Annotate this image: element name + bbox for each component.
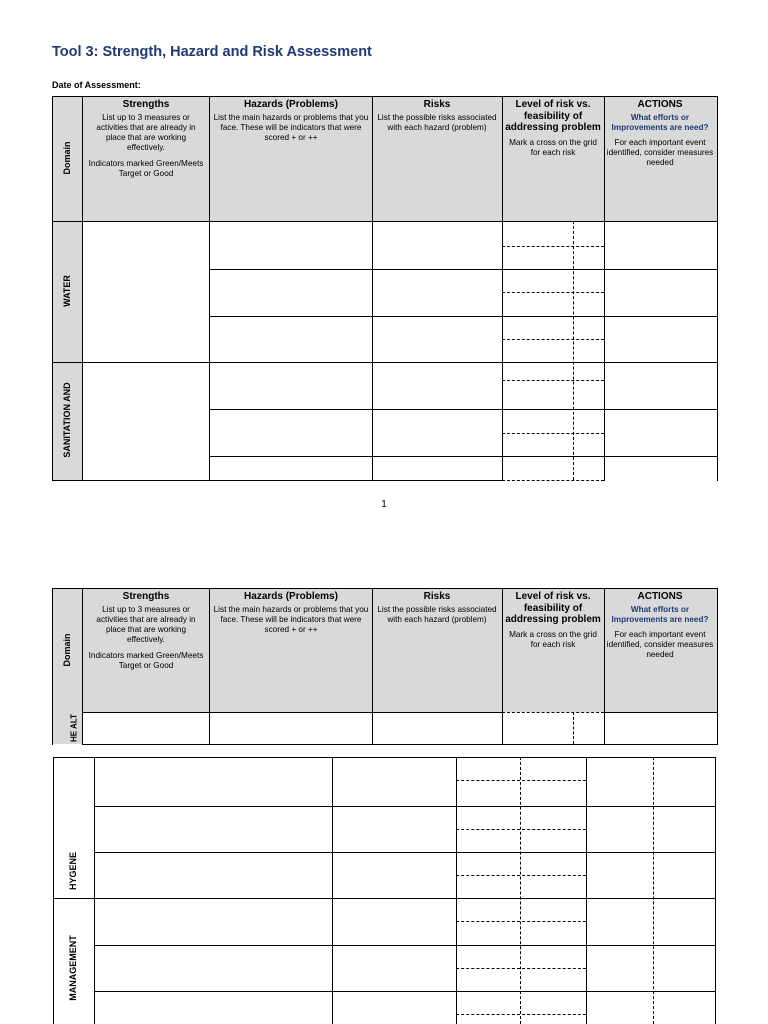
domain-header-2: Domain (62, 633, 72, 667)
page-number: 1 (381, 499, 387, 510)
domain-label-hygiene: HYGENE (68, 851, 78, 891)
level-of-risk-header-2: Level of risk vs. feasibility of addressing problem Mark a cross on the grid for each risk (505, 591, 601, 649)
document-title: Tool 3: Strength, Hazard and Risk Assessment (52, 44, 372, 60)
domain-label-sanitation: SANITATION AND (62, 382, 72, 458)
hazards-header-2: Hazards (Problems) List the main hazards or problems that you face. These will be indicators that were scored + or ++ (213, 591, 369, 634)
domain-label-health: HE ALT (69, 714, 79, 742)
actions-header-2: ACTIONS What efforts or Improvements are need? For each important event identified, consider measures needed (606, 591, 714, 659)
risks-header-2: Risks List the possible risks associated with each hazard (problem) (377, 591, 497, 624)
risks-header: Risks List the possible risks associated with each hazard (problem) (377, 99, 497, 132)
domain-label-management: MANAGEMENT (68, 935, 78, 1001)
level-of-risk-header: Level of risk vs. feasibility of addressing problem Mark a cross on the grid for each risk (505, 99, 601, 157)
date-of-assessment-label: Date of Assessment: (52, 80, 141, 90)
domain-header: Domain (62, 141, 72, 175)
strengths-header-2: Strengths List up to 3 measures or activities that are already in place that are working effectively. Indicators marked Green/Meets Target or Good (88, 591, 204, 670)
actions-header: ACTIONS What efforts or Improvements are need? For each important event identified, consider measures needed (606, 99, 714, 167)
strengths-header: Strengths List up to 3 measures or activities that are already in place that are working effectively. Indicators marked Green/Meets Target or Good (88, 99, 204, 178)
hazards-header: Hazards (Problems) List the main hazards or problems that you face. These will be indicators that were scored + or ++ (213, 99, 369, 142)
domain-label-water: WATER (62, 275, 72, 307)
